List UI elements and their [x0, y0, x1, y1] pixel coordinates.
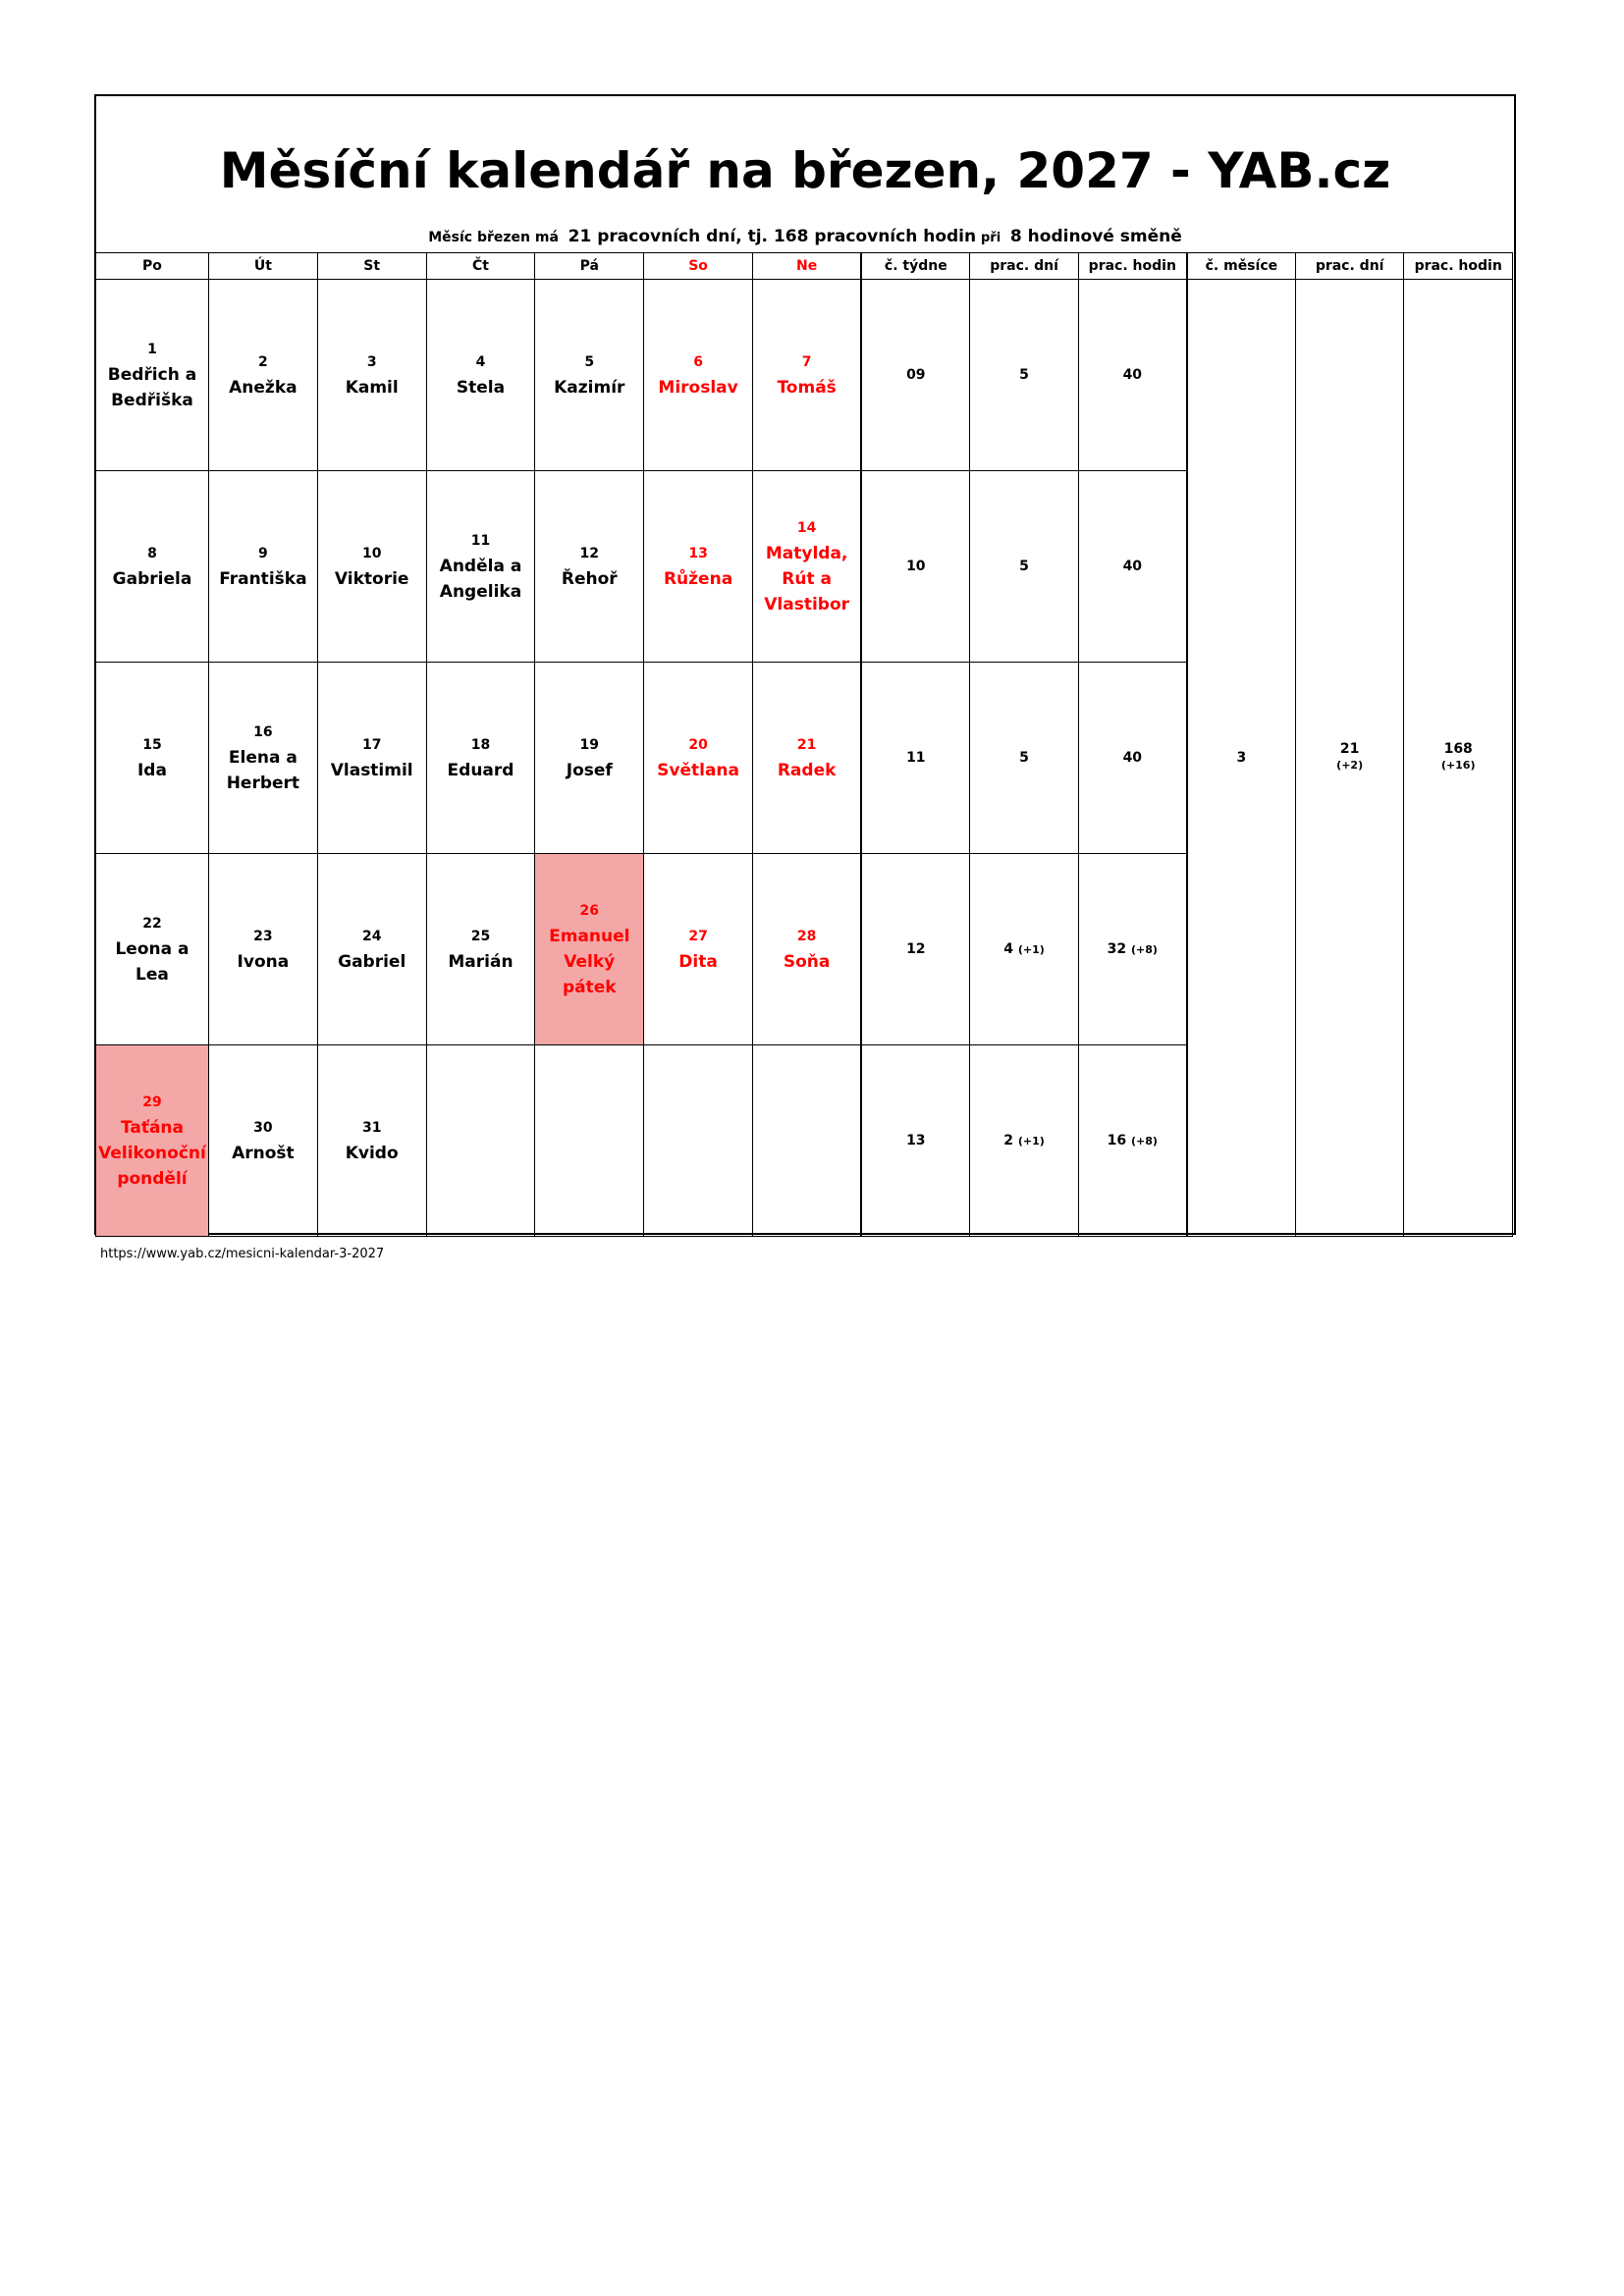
day-number: 20 — [688, 737, 708, 753]
name-day: Viktorie — [334, 569, 409, 589]
day-number: 15 — [142, 737, 162, 753]
week-work-days-value: 5 — [1019, 559, 1029, 574]
name-day: Miroslav — [658, 378, 738, 398]
day-number: 27 — [688, 929, 708, 944]
day-cell — [208, 280, 317, 471]
header-day-po: Po — [96, 253, 209, 280]
day-cell — [426, 854, 535, 1045]
day-cell — [96, 663, 209, 854]
weekend-day-cell — [644, 854, 753, 1045]
day-number: 13 — [688, 546, 708, 561]
week-work-days — [970, 854, 1078, 1045]
day-cell — [208, 663, 317, 854]
header-week-no: č. týdne — [861, 253, 970, 280]
summary-work-days: 21 pracovních dní, tj. 168 pracovních hodin — [568, 227, 977, 246]
day-number: 11 — [470, 533, 491, 549]
header-day-ne: Ne — [752, 253, 861, 280]
week-work-days — [970, 1045, 1078, 1237]
day-number: 4 — [475, 354, 486, 370]
week-work-days — [970, 280, 1078, 471]
name-day: Matylda, Rút a Vlastibor — [764, 544, 850, 614]
week-work-days-value: 5 — [1019, 367, 1029, 383]
calendar-frame — [94, 94, 1516, 1235]
day-number: 18 — [470, 737, 491, 753]
header-row — [96, 253, 1513, 280]
month-work-hours-value: 168 — [1443, 741, 1473, 757]
header-day-st: St — [317, 253, 426, 280]
header-month-no: č. měsíce — [1187, 253, 1296, 280]
name-day: Radek — [777, 761, 837, 780]
empty-day-cell — [535, 1045, 644, 1237]
name-day: Soňa — [783, 952, 831, 972]
name-day: Gabriela — [112, 569, 192, 589]
weekend-day-cell — [752, 471, 861, 663]
day-cell — [535, 471, 644, 663]
day-cell — [208, 1045, 317, 1237]
week-number: 12 — [861, 854, 970, 1045]
weekend-day-cell — [752, 663, 861, 854]
day-cell — [317, 854, 426, 1045]
day-cell — [96, 471, 209, 663]
day-number: 17 — [361, 737, 382, 753]
name-day: Dita — [678, 952, 718, 972]
name-day: Marián — [448, 952, 514, 972]
day-cell — [426, 663, 535, 854]
week-work-hours — [1078, 280, 1187, 471]
name-day: Bedřich a Bedřiška — [107, 365, 197, 410]
name-day: Kazimír — [554, 378, 625, 398]
month-work-days-adjustment: (+2) — [1336, 759, 1364, 772]
week-number: 10 — [861, 471, 970, 663]
month-work-hours — [1404, 280, 1513, 1237]
holiday-day-cell — [96, 1045, 209, 1237]
name-day: Eduard — [447, 761, 514, 780]
calendar-table — [95, 252, 1513, 1237]
day-number: 31 — [361, 1120, 382, 1136]
name-day: Růžena — [663, 569, 733, 589]
day-number: 14 — [796, 520, 817, 536]
day-cell — [426, 280, 535, 471]
week-number: 13 — [861, 1045, 970, 1237]
week-work-days — [970, 663, 1078, 854]
name-day: Arnošt — [232, 1144, 295, 1163]
month-work-days — [1295, 280, 1403, 1237]
name-day: Kvido — [345, 1144, 399, 1163]
summary-prefix: Měsíc březen má — [428, 230, 559, 245]
name-day: Tomáš — [777, 378, 837, 398]
header-week-work-days: prac. dní — [970, 253, 1078, 280]
header-day-so: So — [644, 253, 753, 280]
day-cell — [317, 280, 426, 471]
day-number: 28 — [796, 929, 817, 944]
week-work-days-value: 5 — [1019, 750, 1029, 766]
day-number: 12 — [579, 546, 600, 561]
day-number: 7 — [801, 354, 812, 370]
day-number: 8 — [147, 546, 157, 561]
week-work-hours — [1078, 854, 1187, 1045]
week-work-days-adjustment: (+1) — [1017, 943, 1045, 956]
week-work-hours-value: 32 — [1107, 941, 1127, 957]
header-week-work-hours: prac. hodin — [1078, 253, 1187, 280]
weekend-day-cell — [644, 280, 753, 471]
week-work-hours-value: 40 — [1122, 559, 1143, 574]
week-row — [96, 280, 1513, 471]
week-work-days — [970, 471, 1078, 663]
name-day: Vlastimil — [330, 761, 413, 780]
page-title: Měsíční kalendář na březen, 2027 - YAB.cz — [219, 142, 1391, 199]
day-cell — [426, 471, 535, 663]
day-cell — [535, 280, 644, 471]
name-day: Leona a Lea — [115, 939, 189, 985]
day-number: 2 — [258, 354, 268, 370]
day-number: 9 — [258, 546, 268, 561]
name-day: Taťána Velikonoční pondělí — [98, 1118, 206, 1189]
month-work-hours-adjustment: (+16) — [1440, 759, 1476, 772]
week-work-hours-adjustment: (+8) — [1131, 1135, 1158, 1148]
day-number: 24 — [361, 929, 382, 944]
month-number: 3 — [1187, 280, 1296, 1237]
name-day: Gabriel — [338, 952, 406, 972]
name-day: Františka — [219, 569, 307, 589]
day-number: 1 — [147, 342, 157, 357]
name-day: Elena a Herbert — [226, 748, 300, 793]
header-day-ct: Čt — [426, 253, 535, 280]
header-day-pa: Pá — [535, 253, 644, 280]
month-summary — [96, 228, 1514, 247]
day-number: 22 — [142, 916, 162, 932]
header-day-ut: Út — [208, 253, 317, 280]
name-day: Anežka — [229, 378, 298, 398]
week-work-hours-value: 16 — [1107, 1133, 1127, 1148]
day-number: 5 — [584, 354, 595, 370]
day-number: 3 — [366, 354, 377, 370]
name-day: Emanuel Velký pátek — [549, 927, 630, 997]
day-cell — [317, 663, 426, 854]
name-day: Anděla a Angelika — [439, 557, 522, 602]
day-number: 21 — [796, 737, 817, 753]
weekend-day-cell — [752, 280, 861, 471]
day-number: 25 — [470, 929, 491, 944]
name-day: Řehoř — [561, 569, 618, 589]
day-number: 29 — [142, 1095, 162, 1110]
month-work-days-value: 21 — [1339, 741, 1360, 757]
summary-shift: 8 hodinové směně — [1009, 227, 1182, 246]
day-cell — [208, 471, 317, 663]
day-number: 26 — [579, 903, 600, 919]
name-day: Josef — [566, 761, 613, 780]
name-day: Světlana — [657, 761, 739, 780]
day-number: 30 — [253, 1120, 273, 1136]
week-number: 11 — [861, 663, 970, 854]
empty-day-cell — [644, 1045, 753, 1237]
week-number: 09 — [861, 280, 970, 471]
weekend-day-cell — [752, 854, 861, 1045]
day-cell — [317, 1045, 426, 1237]
name-day: Ida — [136, 761, 167, 780]
day-cell — [96, 854, 209, 1045]
day-number: 23 — [253, 929, 273, 944]
week-work-hours-adjustment: (+8) — [1131, 943, 1158, 956]
week-work-hours — [1078, 471, 1187, 663]
week-work-hours — [1078, 1045, 1187, 1237]
day-number: 10 — [361, 546, 382, 561]
summary-at: při — [980, 231, 1001, 245]
holiday-day-cell — [535, 854, 644, 1045]
day-number: 6 — [693, 354, 703, 370]
empty-day-cell — [752, 1045, 861, 1237]
week-work-days-adjustment: (+1) — [1017, 1135, 1045, 1148]
header-month-work-hours: prac. hodin — [1404, 253, 1513, 280]
source-url: https://www.yab.cz/mesicni-kalendar-3-2027 — [100, 1247, 385, 1261]
day-cell — [96, 280, 209, 471]
weekend-day-cell — [644, 663, 753, 854]
day-cell — [535, 663, 644, 854]
day-number: 16 — [253, 724, 273, 740]
week-work-hours — [1078, 663, 1187, 854]
week-work-days-value: 2 — [1003, 1133, 1014, 1148]
week-work-days-value: 4 — [1003, 941, 1014, 957]
week-work-hours-value: 40 — [1122, 367, 1143, 383]
empty-day-cell — [426, 1045, 535, 1237]
day-cell — [208, 854, 317, 1045]
day-cell — [317, 471, 426, 663]
name-day: Stela — [456, 378, 506, 398]
name-day: Ivona — [237, 952, 290, 972]
day-number: 19 — [579, 737, 600, 753]
name-day: Kamil — [345, 378, 399, 398]
week-work-hours-value: 40 — [1122, 750, 1143, 766]
header-month-work-days: prac. dní — [1295, 253, 1403, 280]
weekend-day-cell — [644, 471, 753, 663]
